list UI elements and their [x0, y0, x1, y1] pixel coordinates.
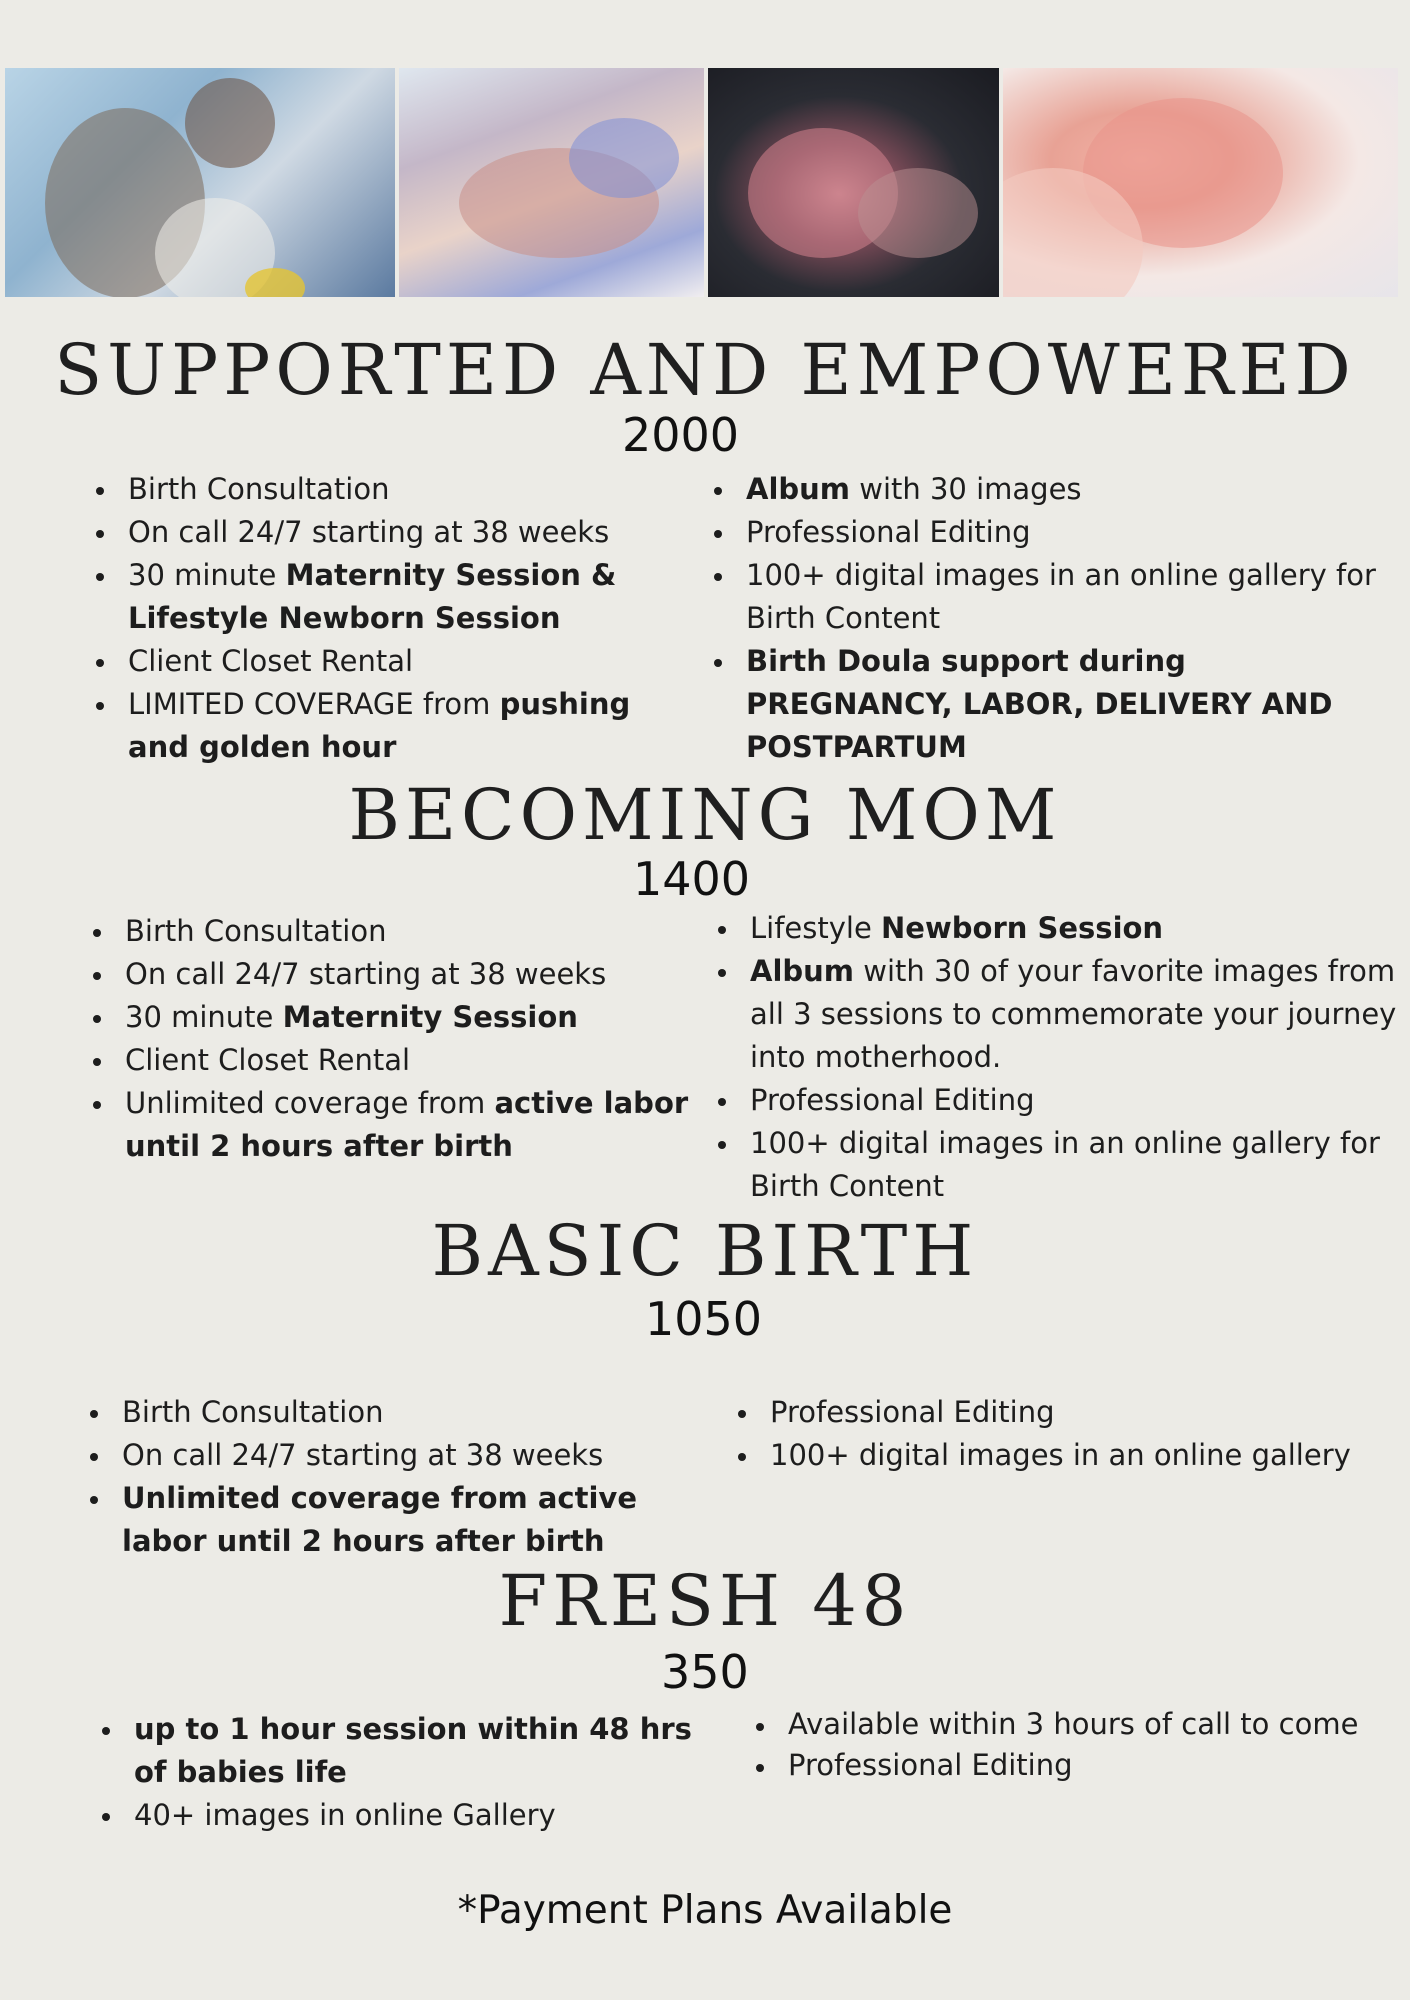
package-price: 2000	[622, 408, 740, 462]
feature-item: Unlimited coverage from active labor until 2 hours after birth	[86, 1477, 696, 1563]
package-left-features	[98, 1708, 698, 1837]
package-title: FRESH 48	[498, 1560, 912, 1642]
package-left-features	[89, 910, 689, 1168]
feature-item: Birth Consultation	[92, 468, 682, 511]
package-price: 1400	[633, 852, 751, 906]
package-right-features	[710, 468, 1390, 769]
package-price: 1050	[645, 1292, 763, 1346]
feature-item: 100+ digital images in an online gallery for Birth Content	[714, 1122, 1398, 1208]
package-right-features	[752, 1704, 1402, 1786]
feature-item: Album with 30 images	[710, 468, 1390, 511]
feature-item: Lifestyle Newborn Session	[714, 907, 1398, 950]
feature-item: Birth Consultation	[86, 1391, 696, 1434]
feature-item: Professional Editing	[710, 511, 1390, 554]
feature-item: Client Closet Rental	[92, 640, 682, 683]
family-in-hospital-photo	[5, 68, 395, 297]
newborn-delivery-photo	[399, 68, 704, 297]
feature-item: 100+ digital images in an online gallery	[734, 1434, 1394, 1477]
newborn-hands-photo	[1003, 68, 1398, 297]
package-title: SUPPORTED AND EMPOWERED	[54, 329, 1356, 411]
package-left-features	[92, 468, 682, 769]
feature-item: 40+ images in online Gallery	[98, 1794, 698, 1837]
feature-item: Birth Consultation	[89, 910, 689, 953]
feature-item: 30 minute Maternity Session & Lifestyle Newborn Session	[92, 554, 682, 640]
package-price: 350	[661, 1645, 749, 1699]
feature-item: On call 24/7 starting at 38 weeks	[86, 1434, 696, 1477]
package-title: BECOMING MOM	[348, 774, 1062, 856]
feature-item: Album with 30 of your favorite images from all 3 sessions to commemorate your journey into motherhood.	[714, 950, 1398, 1079]
newborn-held-photo	[708, 68, 999, 297]
feature-item: On call 24/7 starting at 38 weeks	[89, 953, 689, 996]
package-right-features	[714, 907, 1398, 1208]
package-right-features	[734, 1391, 1394, 1477]
package-left-features	[86, 1391, 696, 1563]
photo-banner	[5, 68, 1402, 297]
feature-item: On call 24/7 starting at 38 weeks	[92, 511, 682, 554]
feature-item: up to 1 hour session within 48 hrs of babies life	[98, 1708, 698, 1794]
feature-item: Client Closet Rental	[89, 1039, 689, 1082]
feature-item: Available within 3 hours of call to come	[752, 1704, 1402, 1745]
feature-item: Unlimited coverage from active labor until 2 hours after birth	[89, 1082, 689, 1168]
feature-item: 30 minute Maternity Session	[89, 996, 689, 1039]
payment-plans-note: *Payment Plans Available	[457, 1888, 953, 1933]
package-title: BASIC BIRTH	[431, 1210, 979, 1292]
feature-item: LIMITED COVERAGE from pushing and golden hour	[92, 683, 682, 769]
feature-item: Professional Editing	[734, 1391, 1394, 1434]
feature-item: 100+ digital images in an online gallery for Birth Content	[710, 554, 1390, 640]
feature-item: Birth Doula support during PREGNANCY, LABOR, DELIVERY AND POSTPARTUM	[710, 640, 1390, 769]
feature-item: Professional Editing	[752, 1745, 1402, 1786]
feature-item: Professional Editing	[714, 1079, 1398, 1122]
